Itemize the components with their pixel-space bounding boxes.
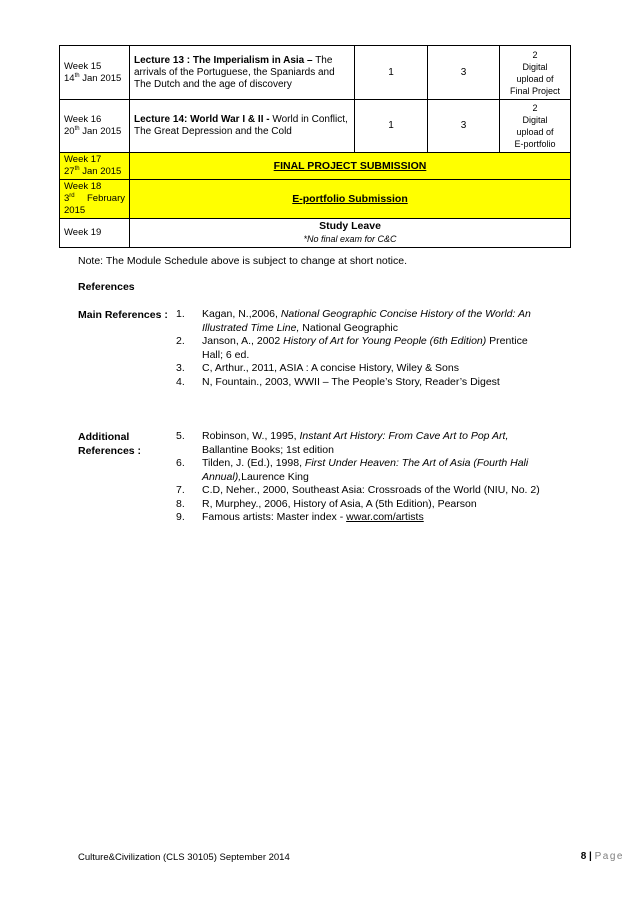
table-row xyxy=(60,100,571,153)
references-heading: References xyxy=(78,281,135,293)
table-row xyxy=(60,46,571,100)
table-row xyxy=(60,219,571,248)
week-cell xyxy=(60,100,130,153)
week-label: Week 15 xyxy=(64,60,102,72)
list-item: 1. Kagan, N.,2006, National Geographic Concise History of the World: An Illustrated Time Line, National Geographic xyxy=(176,308,531,334)
main-references-label: Main References : xyxy=(78,309,168,321)
lecture-cell: Lecture 14: World War I & II - World in Conflict, The Great Depression and the Cold xyxy=(130,100,355,153)
assessment-cell: 2 Digital upload of E-portfolio xyxy=(500,100,571,153)
list-item: 9. Famous artists: Master index - wwar.com/artists xyxy=(176,511,424,523)
study-leave-cell: Study Leave *No final exam for C&C xyxy=(130,219,571,248)
week-label: Week 16 xyxy=(64,114,102,125)
hours-cell: 1 xyxy=(355,46,428,100)
artists-index-link[interactable]: wwar.com/artists xyxy=(346,511,424,523)
week-date: 14th Jan 2015 xyxy=(64,72,122,84)
week-cell: Week 18 3rd February 2015 xyxy=(60,180,130,219)
credit-cell: 3 xyxy=(428,46,500,100)
table-row xyxy=(60,153,571,180)
week-date: 20th Jan 2015 xyxy=(64,125,122,137)
table-row xyxy=(60,180,571,219)
eportfolio-submission-banner: E-portfolio Submission xyxy=(130,180,571,219)
list-item: 8. R, Murphey., 2006, History of Asia, A (5th Edition), Pearson xyxy=(176,497,477,510)
additional-references-list xyxy=(176,430,546,525)
footer-course-info: Culture&Civilization (CLS 30105) September 2014 xyxy=(78,852,290,863)
list-item: 6. Tilden, J. (Ed.), 1998, First Under Heaven: The Art of Asia (Fourth Hali Annual),Laurence King xyxy=(176,457,529,483)
list-item: 3. C, Arthur., 2011, ASIA : A concise History, Wiley & Sons xyxy=(176,362,459,374)
list-item: 5. Robinson, W., 1995, Instant Art History: From Cave Art to Pop Art, Ballantine Books; 1st edition xyxy=(176,430,509,456)
list-item: 7. C.D, Neher., 2000, Southeast Asia: Crossroads of the World (NIU, No. 2) xyxy=(176,484,540,496)
lecture-cell: Lecture 13 : The Imperialism in Asia – The arrivals of the Portuguese, the Spaniards and The Dutch and the age of discovery xyxy=(130,46,355,100)
list-item: 4. N, Fountain., 2003, WWII – The People’s Story, Reader’s Digest xyxy=(176,375,500,388)
credit-cell: 3 xyxy=(428,100,500,153)
assessment-cell: 2 Digital upload of Final Project xyxy=(500,46,571,100)
week-cell: Week 17 27th Jan 2015 xyxy=(60,153,130,180)
footer-page-number: 8 | Page xyxy=(580,851,624,862)
final-project-submission-banner: FINAL PROJECT SUBMISSION xyxy=(130,153,571,180)
main-references-list xyxy=(176,308,546,389)
module-schedule-table xyxy=(59,45,571,248)
week-cell: Week 19 xyxy=(60,219,130,248)
hours-cell: 1 xyxy=(355,100,428,153)
additional-references-label: Additional References : xyxy=(78,431,142,457)
list-item: 2. Janson, A., 2002 History of Art for Young People (6th Edition) Prentice Hall; 6 ed. xyxy=(176,335,528,361)
schedule-note: Note: The Module Schedule above is subject to change at short notice. xyxy=(78,255,408,267)
week-cell xyxy=(60,46,130,100)
